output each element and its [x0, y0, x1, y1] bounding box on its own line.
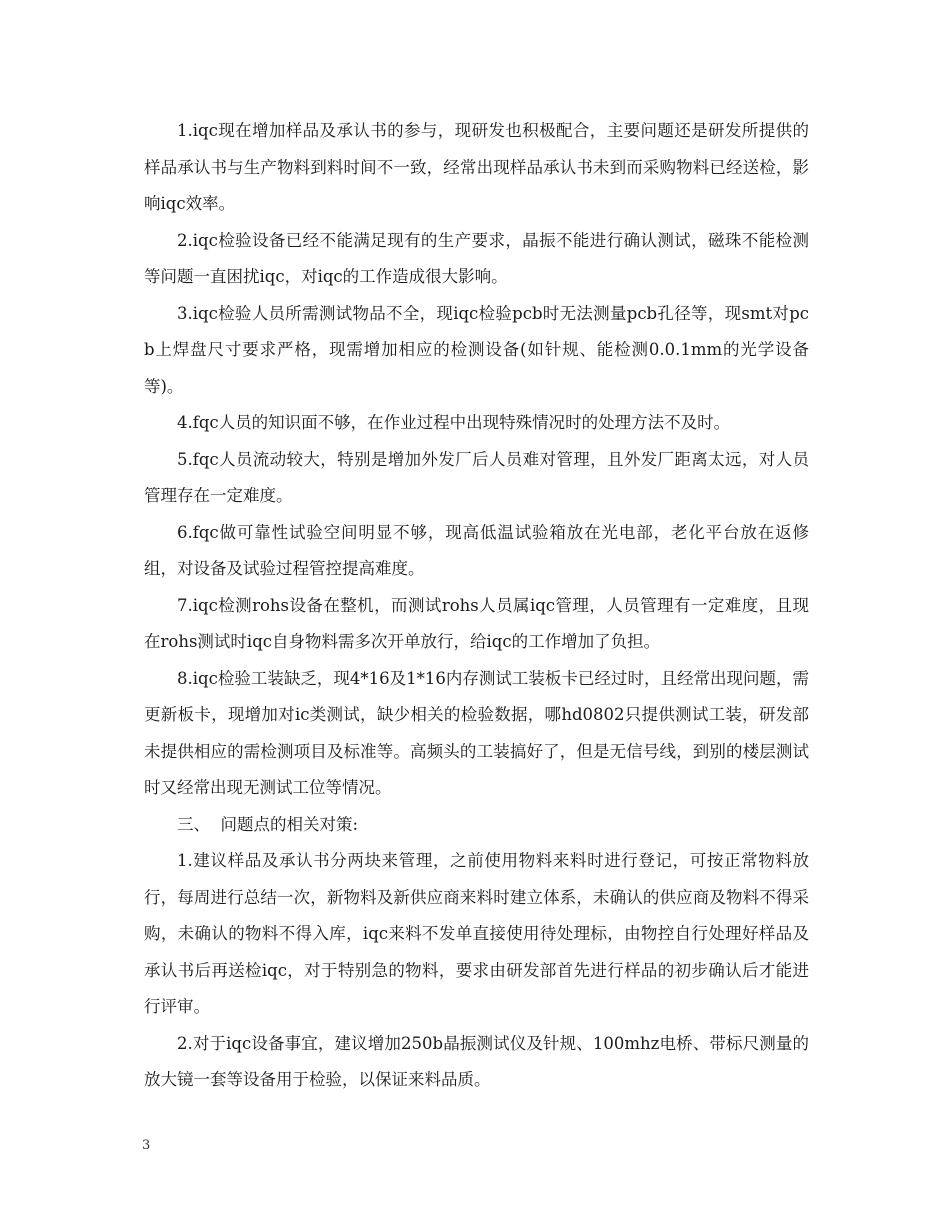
problem-paragraph-7: 7.iqc检测rohs设备在整机，而测试rohs人员属iqc管理，人员管理有一定难度，且现在rohs测试时iqc自身物料需多次开单放行，给iqc的工作增加了负担。 — [144, 595, 809, 651]
countermeasure-paragraph-2: 2.对于iqc设备事宜，建议增加250b晶振测试仪及针规、100mhz电桥、带标尺测量的放大镜一套等设备用于检验，以保证来料品质。 — [144, 1033, 809, 1089]
problem-paragraph-2: 2.iqc检验设备已经不能满足现有的生产要求，晶振不能进行确认测试，磁珠不能检测等问题一直困扰iqc，对iqc的工作造成很大影响。 — [144, 230, 809, 286]
problem-paragraph-8: 8.iqc检验工装缺乏，现4*16及1*16内存测试工装板卡已经过时，且经常出现问题，需更新板卡，现增加对ic类测试，缺少相关的检验数据，哪hd0802只提供测试工装，研发部未提供相应的需检测项目及标准等。高频头的工装搞好了，但是无信号线，到别的楼层测试时又经常出现无测试工位等情况。 — [144, 668, 809, 797]
problem-paragraph-4: 4.fqc人员的知识面不够，在作业过程中出现特殊情况时的处理方法不及时。 — [177, 413, 731, 432]
problem-paragraph-6: 6.fqc做可靠性试验空间明显不够，现高低温试验箱放在光电部，老化平台放在返修组，对设备及试验过程管控提高难度。 — [144, 522, 809, 578]
countermeasure-paragraph-1: 1.建议样品及承认书分两块来管理，之前使用物料来料时进行登记，可按正常物料放行，每周进行总结一次，新物料及新供应商来料时建立体系，未确认的供应商及物料不得采购，未确认的物料不得入库，iqc来料不发单直接使用待处理标，由物控自行处理好样品及承认书后再送检iqc，对于特别急的物料，要求由研发部首先进行样品的初步确认后才能进行评审。 — [144, 851, 809, 1016]
document-body — [144, 113, 809, 1099]
problem-paragraph-3: 3.iqc检验人员所需测试物品不全，现iqc检验pcb时无法测量pcb孔径等，现smt对pcb上焊盘尺寸要求严格，现需增加相应的检测设备(如针规、能检测0.0.1mm的光学设备等)。 — [144, 303, 809, 396]
page-number: 3 — [142, 1138, 151, 1153]
problem-paragraph-5: 5.fqc人员流动较大，特别是增加外发厂后人员难对管理，且外发厂距离太远，对人员管理存在一定难度。 — [144, 449, 809, 505]
problem-paragraph-1: 1.iqc现在增加样品及承认书的参与，现研发也积极配合，主要问题还是研发所提供的样品承认书与生产物料到料时间不一致，经常出现样品承认书未到而采购物料已经送检，影响iqc效率。 — [144, 121, 809, 213]
section-heading: 三、 问题点的相关对策: — [177, 814, 359, 834]
